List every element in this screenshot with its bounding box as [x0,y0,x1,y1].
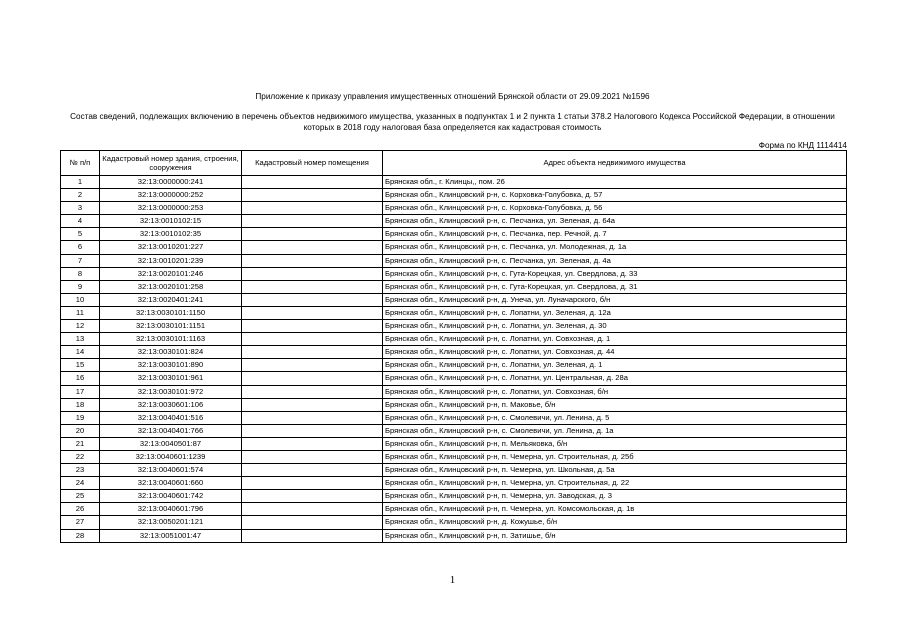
column-header-num: № п/п [61,151,100,176]
cell-address: Брянская обл., Клинцовский р-н, с. Лопатни, ул. Центральная, д. 28а [383,372,847,385]
cell-room-cadastral [242,306,383,319]
composition-title: Состав сведений, подлежащих включению в перечень объектов недвижимого имущества, указанных в подпунктах 1 и 2 пункта 1 статьи 378.2 Налогового Кодекса Российской Федерации, в отношении которых в 2018 году налоговая база определяется как кадастровая стоимость [70,112,835,132]
cell-building-cadastral: 32:13:0030101:1151 [100,320,242,333]
cell-address: Брянская обл., Клинцовский р-н, п. Чемерна, ул. Заводская, д. 3 [383,490,847,503]
cell-room-cadastral [242,293,383,306]
cell-room-cadastral [242,372,383,385]
cell-building-cadastral: 32:13:0030101:1150 [100,306,242,319]
cell-building-cadastral: 32:13:0040601:796 [100,503,242,516]
table-row [61,490,847,503]
cell-number: 15 [61,359,100,372]
cell-number: 5 [61,228,100,241]
cell-address: Брянская обл., Клинцовский р-н, с. Гута-Корецкая, ул. Свердлова, д. 31 [383,280,847,293]
cell-room-cadastral [242,228,383,241]
cell-building-cadastral: 32:13:0040601:1239 [100,450,242,463]
cell-number: 19 [61,411,100,424]
table-row [61,411,847,424]
table-row [61,529,847,542]
table-row [61,228,847,241]
cell-room-cadastral [242,280,383,293]
cell-number: 26 [61,503,100,516]
cell-address: Брянская обл., Клинцовский р-н, п. Маковье, б/н [383,398,847,411]
page-number: 1 [449,574,456,586]
table-row [61,516,847,529]
appendix-title: Приложение к приказу управления имущественных отношений Брянской области от 29.09.2021 №1596 [255,92,650,101]
cell-room-cadastral [242,503,383,516]
cell-room-cadastral [242,398,383,411]
cell-building-cadastral: 32:13:0051001:47 [100,529,242,542]
table-row [61,267,847,280]
cell-address: Брянская обл., Клинцовский р-н, п. Мельяковка, б/н [383,437,847,450]
table-row [61,280,847,293]
cell-building-cadastral: 32:13:0040501:87 [100,437,242,450]
cell-address: Брянская обл., Клинцовский р-н, с. Смолевичи, ул. Ленина, д. 5 [383,411,847,424]
cell-room-cadastral [242,254,383,267]
cell-address: Брянская обл., Клинцовский р-н, с. Лопатни, ул. Совхозная, д. 44 [383,346,847,359]
cell-room-cadastral [242,529,383,542]
cell-building-cadastral: 32:13:0040401:766 [100,424,242,437]
cell-number: 14 [61,346,100,359]
column-header-room-cadastral: Кадастровый номер помещения [242,151,383,176]
cell-building-cadastral: 32:13:0020101:258 [100,280,242,293]
cell-address: Брянская обл., Клинцовский р-н, с. Корховка-Голубовка, д. 56 [383,202,847,215]
table-row [61,450,847,463]
cell-address: Брянская обл., Клинцовский р-н, с. Гута-Корецкая, ул. Свердлова, д. 33 [383,267,847,280]
cell-room-cadastral [242,516,383,529]
cell-room-cadastral [242,320,383,333]
cell-building-cadastral: 32:13:0010201:227 [100,241,242,254]
table-row [61,359,847,372]
cell-address: Брянская обл., г. Клинцы,, пом. 26 [383,176,847,189]
cell-room-cadastral [242,477,383,490]
table-row [61,306,847,319]
cell-address: Брянская обл., Клинцовский р-н, п. Чемерна, ул. Комсомольская, д. 1в [383,503,847,516]
cell-address: Брянская обл., Клинцовский р-н, с. Песчанка, ул. Зеленая, д. 64а [383,215,847,228]
cell-room-cadastral [242,411,383,424]
table-row [61,385,847,398]
cell-building-cadastral: 32:13:0050201:121 [100,516,242,529]
column-header-address: Адрес объекта недвижимого имущества [383,151,847,176]
cell-room-cadastral [242,424,383,437]
cell-number: 1 [61,176,100,189]
cell-number: 25 [61,490,100,503]
cell-address: Брянская обл., Клинцовский р-н, с. Лопатни, ул. Зеленая, д. 12а [383,306,847,319]
cell-room-cadastral [242,359,383,372]
cell-building-cadastral: 32:13:0040601:660 [100,477,242,490]
table-row [61,293,847,306]
cell-number: 27 [61,516,100,529]
table-row [61,424,847,437]
cell-building-cadastral: 32:13:0030101:1163 [100,333,242,346]
cell-room-cadastral [242,215,383,228]
cell-building-cadastral: 32:13:0000000:253 [100,202,242,215]
cell-number: 4 [61,215,100,228]
cell-room-cadastral [242,490,383,503]
cell-address: Брянская обл., Клинцовский р-н, п. Затишье, б/н [383,529,847,542]
table-row [61,202,847,215]
column-header-building-cadastral: Кадастровый номер здания, строения, сооружения [100,151,242,176]
cell-building-cadastral: 32:13:0040601:742 [100,490,242,503]
table-row [61,437,847,450]
cell-building-cadastral: 32:13:0030601:106 [100,398,242,411]
cell-number: 18 [61,398,100,411]
cell-number: 6 [61,241,100,254]
cell-address: Брянская обл., Клинцовский р-н, с. Лопатни, ул. Зеленая, д. 30 [383,320,847,333]
cell-number: 2 [61,189,100,202]
cell-number: 21 [61,437,100,450]
table-row [61,215,847,228]
cell-address: Брянская обл., Клинцовский р-н, п. Чемерна, ул. Строительная, д. 22 [383,477,847,490]
cell-number: 8 [61,267,100,280]
cell-address: Брянская обл., Клинцовский р-н, с. Песчанка, ул. Зеленая, д. 4а [383,254,847,267]
cell-building-cadastral: 32:13:0020401:241 [100,293,242,306]
cell-address: Брянская обл., Клинцовский р-н, д. Кожушье, б/н [383,516,847,529]
property-table [60,150,847,543]
cell-number: 17 [61,385,100,398]
cell-address: Брянская обл., Клинцовский р-н, с. Песчанка, пер. Речной, д. 7 [383,228,847,241]
cell-number: 20 [61,424,100,437]
table-row [61,176,847,189]
cell-building-cadastral: 32:13:0030101:972 [100,385,242,398]
table-row [61,254,847,267]
cell-building-cadastral: 32:13:0010102:35 [100,228,242,241]
cell-number: 16 [61,372,100,385]
cell-building-cadastral: 32:13:0010201:239 [100,254,242,267]
cell-room-cadastral [242,346,383,359]
cell-address: Брянская обл., Клинцовский р-н, с. Корховка-Голубовка, д. 57 [383,189,847,202]
cell-building-cadastral: 32:13:0000000:241 [100,176,242,189]
table-row [61,503,847,516]
cell-number: 7 [61,254,100,267]
table-row [61,398,847,411]
table-row [61,241,847,254]
cell-number: 9 [61,280,100,293]
cell-number: 3 [61,202,100,215]
cell-room-cadastral [242,241,383,254]
cell-number: 23 [61,464,100,477]
cell-room-cadastral [242,202,383,215]
cell-building-cadastral: 32:13:0030101:824 [100,346,242,359]
table-header-row [61,151,847,176]
table-row [61,464,847,477]
cell-room-cadastral [242,464,383,477]
cell-room-cadastral [242,176,383,189]
cell-room-cadastral [242,267,383,280]
cell-address: Брянская обл., Клинцовский р-н, с. Лопатни, ул. Совхозная, б/н [383,385,847,398]
cell-address: Брянская обл., Клинцовский р-н, п. Чемерна, ул. Школьная, д. 5а [383,464,847,477]
cell-address: Брянская обл., Клинцовский р-н, п. Чемерна, ул. Строительная, д. 25б [383,450,847,463]
cell-building-cadastral: 32:13:0010102:15 [100,215,242,228]
cell-number: 13 [61,333,100,346]
cell-building-cadastral: 32:13:0040401:516 [100,411,242,424]
cell-address: Брянская обл., Клинцовский р-н, д. Унеча, ул. Луначарского, б/н [383,293,847,306]
cell-building-cadastral: 32:13:0030101:890 [100,359,242,372]
cell-building-cadastral: 32:13:0030101:961 [100,372,242,385]
cell-address: Брянская обл., Клинцовский р-н, с. Песчанка, ул. Молодежная, д. 1а [383,241,847,254]
table-row [61,333,847,346]
cell-building-cadastral: 32:13:0040601:574 [100,464,242,477]
cell-number: 11 [61,306,100,319]
cell-number: 24 [61,477,100,490]
table-row [61,477,847,490]
cell-room-cadastral [242,189,383,202]
cell-number: 22 [61,450,100,463]
cell-room-cadastral [242,385,383,398]
cell-address: Брянская обл., Клинцовский р-н, с. Лопатни, ул. Совхозная, д. 1 [383,333,847,346]
table-row [61,320,847,333]
cell-address: Брянская обл., Клинцовский р-н, с. Смолевичи, ул. Ленина, д. 1а [383,424,847,437]
cell-building-cadastral: 32:13:0000000:252 [100,189,242,202]
form-code: Форма по КНД 1114414 [758,141,847,150]
cell-room-cadastral [242,437,383,450]
table-row [61,346,847,359]
table-row [61,189,847,202]
cell-address: Брянская обл., Клинцовский р-н, с. Лопатни, ул. Зеленая, д. 1 [383,359,847,372]
table-row [61,372,847,385]
cell-room-cadastral [242,450,383,463]
cell-number: 10 [61,293,100,306]
cell-building-cadastral: 32:13:0020101:246 [100,267,242,280]
cell-number: 28 [61,529,100,542]
cell-room-cadastral [242,333,383,346]
cell-number: 12 [61,320,100,333]
